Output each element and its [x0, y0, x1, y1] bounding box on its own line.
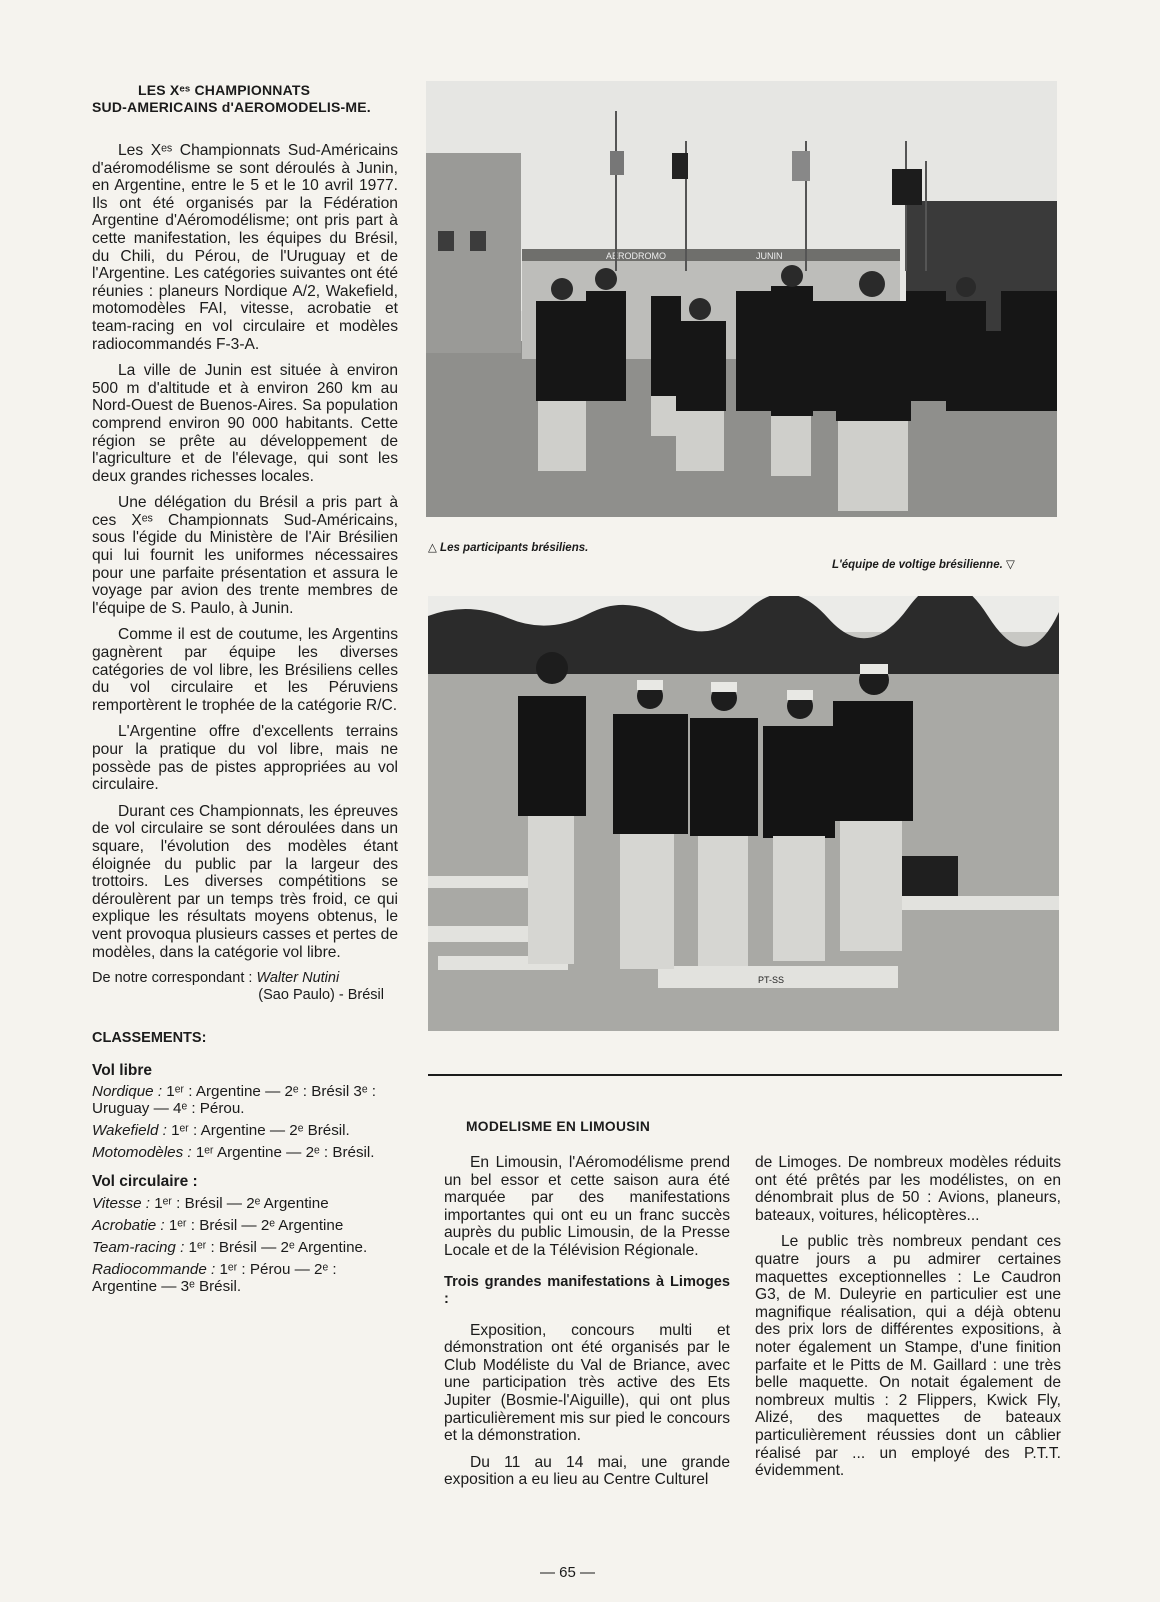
left-column	[92, 82, 398, 1300]
paragraph: de Limoges. De nombreux modèles réduits ont été prêtés par les modélistes, on en dénombrait plus de 50 : Avions, planeurs, bateaux, voitures, hélicoptères...	[755, 1154, 1061, 1224]
photo-voltige-team	[428, 596, 1059, 1031]
author-credit	[92, 970, 398, 1004]
middle-column	[444, 1154, 730, 1498]
classements-title: CLASSEMENTS:	[92, 1030, 207, 1047]
paragraph: L'Argentine offre d'excellents terrains pour la pratique du vol libre, mais ne possède pas de pistes appropriées au vol circulaire.	[92, 723, 398, 794]
result-nordique	[92, 1083, 398, 1117]
result-value: 1ᵉʳ : Brésil — 2ᵉ Argentine	[164, 1216, 344, 1234]
result-vitesse	[92, 1195, 398, 1212]
credit-name: Walter Nutini	[256, 970, 340, 987]
result-value: 1ᵉʳ Argentine — 2ᵉ : Brésil.	[191, 1144, 375, 1162]
result-acrobatie	[92, 1217, 398, 1234]
paragraph: Du 11 au 14 mai, une grande exposition a eu lieu au Centre Culturel	[444, 1453, 730, 1489]
result-value: 1ᵉʳ : Argentine — 2ᵉ : Brésil 3ᵉ : Uruguay — 4ᵉ : Pérou.	[92, 1083, 376, 1118]
result-value: 1ᵉʳ : Brésil — 2ᵉ Argentine.	[184, 1238, 368, 1256]
sign-aerodromo: AERODROMO	[606, 251, 667, 261]
result-radiocommande	[92, 1261, 398, 1295]
photo-voltige-image	[428, 596, 1059, 1031]
result-label: Motomodèles :	[92, 1144, 192, 1162]
result-value: 1ᵉʳ : Brésil — 2ᵉ Argentine	[149, 1194, 329, 1212]
paragraph: Les Xᵉˢ Championnats Sud-Américains d'aéromodélisme se sont déroulés à Junin, en Argentine, entre le 5 et le 10 avril 1977. Ils ont été organisés par la Fédération Argentine d'Aéromodélisme; ont pris part à cette manifestation, les équipes du Brésil, du Chili, du Pérou, de l'Uruguay et de l'Argentine. Les catégories suivantes ont été réunies : planeurs Nordique A/2, Wakefield, motomodèles FAI, vitesse, acrobatie et team-racing en vol circulaire et modèles radiocommandés F-3-A.	[92, 142, 398, 353]
paragraph: Exposition, concours multi et démonstration ont été organisés par le Club Modéliste du Val de Briance, avec une participation très active des Ets Jupiter (Bosmie-l'Aiguille), qui ont plus particulièrement mis sur pied le concours et la démonstration.	[444, 1321, 730, 1445]
result-label: Radiocommande :	[92, 1260, 216, 1278]
paragraph: Le public très nombreux pendant ces quatre jours a pu admirer certaines maquettes exceptionnelles : Le Caudron G3, de M. Duleyrie en particulier est une magnifique réalisation, qui a déjà obtenu des prix lors de différentes expositions, à noter également un Stampe, d'une finition parfaite et le Pitts de M. Gaillard : une très belle maquette. On notait également de nombreux multis : 2 Flippers, Kwick Fly, Alizé, des maquettes de bateaux particulièrement réussies dont un câblier réalisé par ... un employé des P.T.T. évidemment.	[755, 1233, 1061, 1480]
result-motomodeles	[92, 1144, 398, 1161]
photo-participants-image	[426, 81, 1057, 517]
right-column	[755, 1154, 1061, 1489]
article-title-line1: LES Xᵉˢ CHAMPIONNATS	[138, 82, 311, 98]
result-label: Vitesse :	[92, 1194, 150, 1212]
vol-circulaire-title: Vol circulaire :	[92, 1173, 198, 1191]
credit-location: (Sao Paulo) - Brésil	[258, 987, 384, 1004]
paragraph: Comme il est de coutume, les Argentins gagnèrent par équipe les diverses catégories de vol libre, les Brésiliens celles du vol circulaire et les Péruviens remportèrent le trophée de la catégorie R/C.	[92, 626, 398, 714]
caption-voltige-team: L'équipe de voltige brésilienne. ▽	[832, 559, 1015, 571]
result-label: Wakefield :	[92, 1122, 167, 1140]
result-team-racing	[92, 1239, 398, 1256]
result-value: 1ᵉʳ : Pérou — 2ᵉ : Argentine — 3ᵉ Brésil.	[92, 1260, 337, 1295]
section-divider	[428, 1074, 1062, 1076]
plane-registration: PT-SS	[758, 975, 785, 985]
result-label: Team-racing :	[92, 1238, 185, 1256]
page-number: — 65 —	[540, 1564, 596, 1581]
article-title-line2: SUD-AMERICAINS d'AEROMODELIS-ME.	[92, 99, 371, 115]
article-title	[92, 82, 398, 116]
paragraph: Une délégation du Brésil a pris part à ces Xᵉˢ Championnats Sud-Américains, sous l'égide du Ministère de l'Air Brésilien qui lui fournit les uniformes nécessaires pour une parfaite présentation et assura le voyage par avion des trente membres de l'équipe de S. Paulo, à Junin.	[92, 494, 398, 617]
result-wakefield	[92, 1122, 398, 1139]
sign-junin: JUNIN	[756, 251, 783, 261]
vol-libre-title: Vol libre	[92, 1061, 153, 1079]
paragraph: La ville de Junin est située à environ 500 m d'altitude et à environ 260 km au Nord-Ouest de Buenos-Aires. Sa population comprend environ 90 000 habitants. Cette région se prête au développement de l'agriculture et de l'élevage, qui sont les deux grandes richesses locales.	[92, 362, 398, 485]
subheading: Trois grandes manifestations à Limoges :	[444, 1273, 730, 1307]
credit-prefix: De notre correspondant :	[92, 970, 257, 987]
result-label: Acrobatie :	[92, 1216, 165, 1234]
photo-brazilian-participants	[426, 81, 1057, 517]
result-value: 1ᵉʳ : Argentine — 2ᵉ Brésil.	[166, 1122, 350, 1140]
paragraph: Durant ces Championnats, les épreuves de vol circulaire se sont déroulées dans un square, l'évolution des modèles étant éloignée du public par la largeur des trottoirs. Les diverses compétitions se déroulèrent par un temps très froid, ce qui explique les résultats moyens obtenus, le vent provoqua plusieurs casses et pertes de modèles, dans la catégorie vol libre.	[92, 802, 398, 961]
paragraph: En Limousin, l'Aéromodélisme prend un bel essor et cette saison aura été marquée par des manifestations importantes qui ont eu un franc succès auprès du public Limousin, de la Presse Locale et de la Télévision Régionale.	[444, 1154, 730, 1259]
article2-title: MODELISME EN LIMOUSIN	[466, 1119, 651, 1134]
result-label: Nordique :	[92, 1083, 163, 1101]
caption-participants: △ Les participants brésiliens.	[428, 542, 589, 554]
